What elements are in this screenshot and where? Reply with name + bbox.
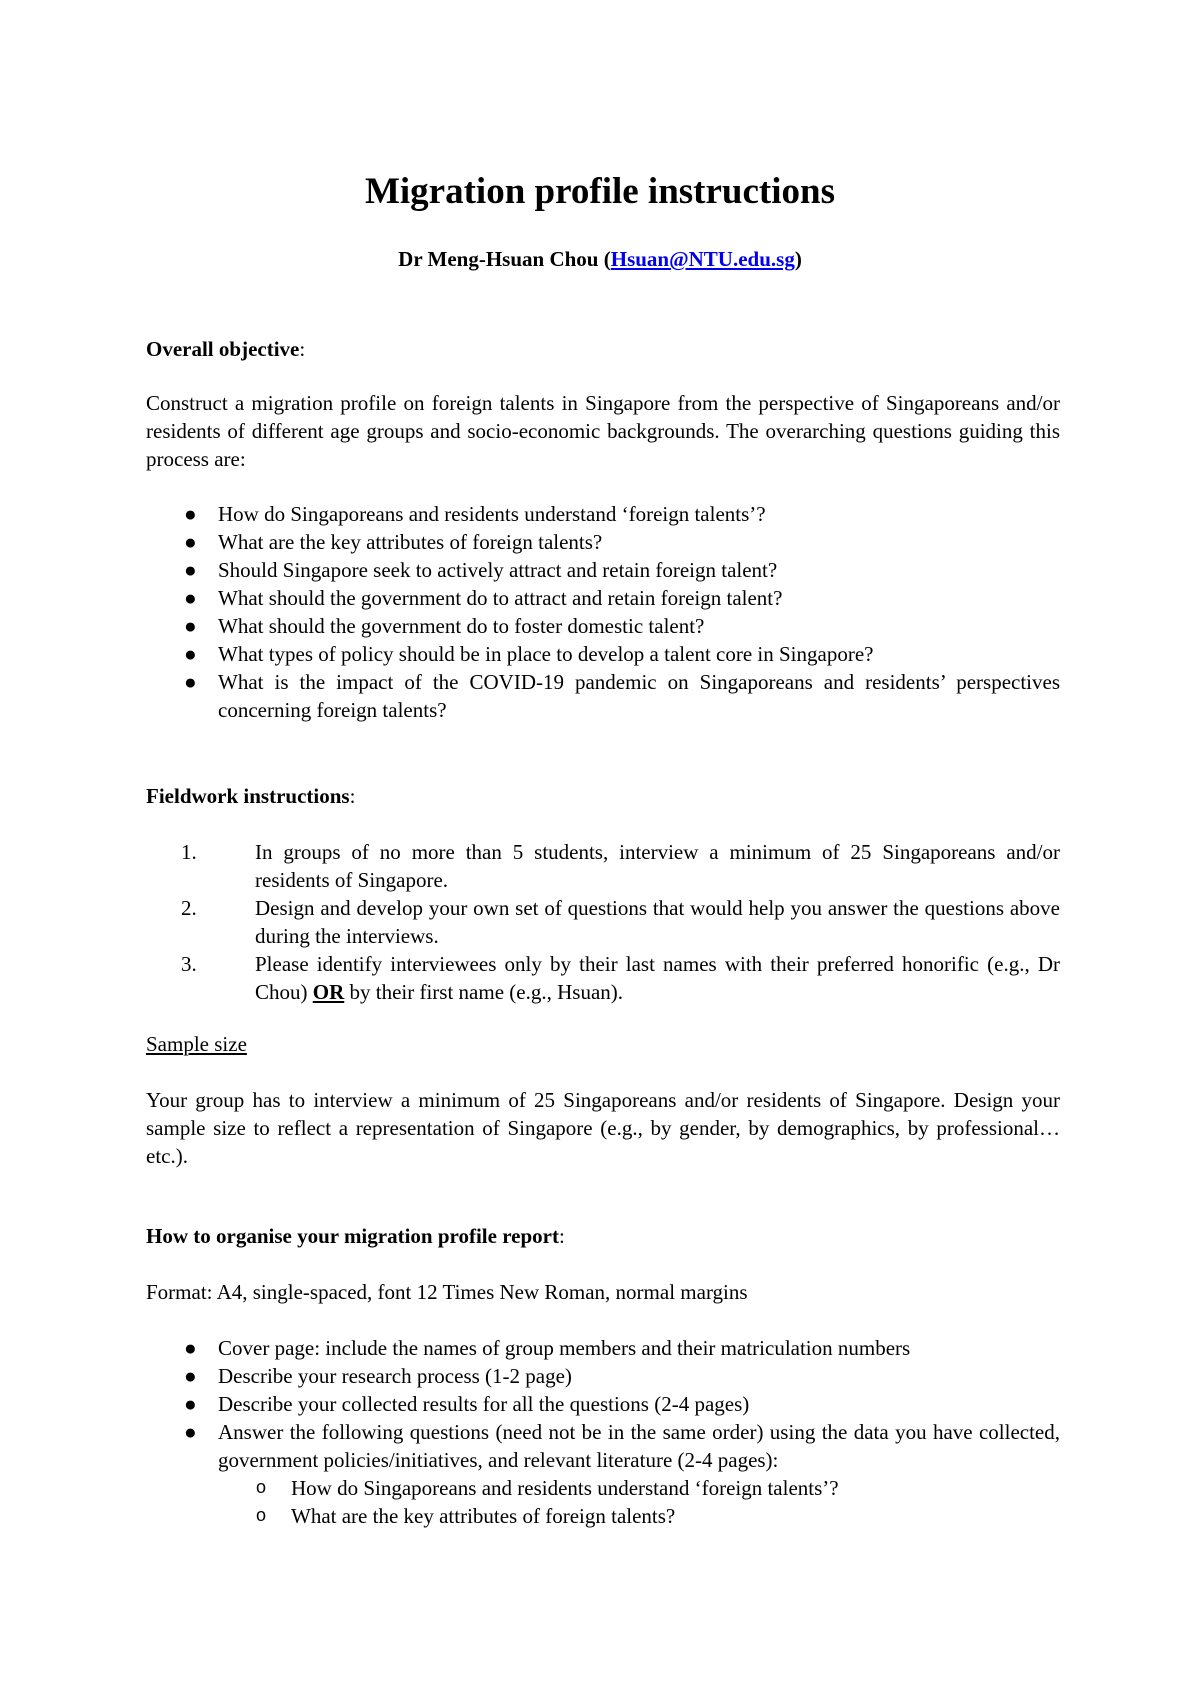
report-list — [146, 1334, 1060, 1474]
list-item: ● What are the key attributes of foreign talents? — [184, 530, 603, 554]
list-item: ● Should Singapore seek to actively attract and retain foreign talent? — [184, 558, 778, 582]
list-item: ● What should the government do to attract and retain foreign talent? — [184, 586, 783, 610]
list-item: ● Describe your collected results for all the questions (2-4 pages) — [184, 1392, 750, 1416]
fieldwork-heading: Fieldwork instructions: — [146, 784, 356, 808]
sample-heading: Sample size — [146, 1032, 247, 1056]
fieldwork-list — [146, 838, 1060, 1006]
list-item: ● What should the government do to foster domestic talent? — [184, 614, 705, 638]
author-suffix: ) — [794, 247, 802, 271]
objective-questions-list — [146, 500, 1060, 724]
report-heading: How to organise your migration profile report: — [146, 1224, 565, 1248]
author-email-link[interactable]: Hsuan@NTU.edu.sg — [610, 247, 795, 271]
list-item: o What are the key attributes of foreign talents? — [256, 1504, 676, 1528]
page-title: Migration profile instructions — [364, 171, 835, 212]
objective-heading: Overall objective: — [146, 337, 306, 361]
list-item: ● How do Singaporeans and residents understand ‘foreign talents’? — [184, 502, 766, 526]
author-line — [0, 247, 1200, 272]
list-item: ● Cover page: include the names of group members and their matriculation numbers — [184, 1336, 911, 1360]
list-item: ● Answer the following questions (need not be in the same order) using the data you have collected, government policies/initiatives, and relevant literature (2-4 pages): — [184, 1420, 1060, 1472]
objective-paragraph: Construct a migration profile on foreign talents in Singapore from the perspective of Singaporeans and/or residents of different age groups and socio-economic backgrounds. The overarching questions guiding this process are: — [146, 391, 1060, 471]
list-item: 1. In groups of no more than 5 students, interview a minimum of 25 Singaporeans and/or residents of Singapore. — [181, 840, 1060, 892]
list-item: 3. Please identify interviewees only by their last names with their preferred honorific (e.g., Dr Chou) OR by their first name (e.g., Hsuan). — [181, 952, 1060, 1004]
list-item: o How do Singaporeans and residents understand ‘foreign talents’? — [256, 1476, 839, 1500]
list-item: ● What types of policy should be in place to develop a talent core in Singapore? — [184, 642, 874, 666]
report-format: Format: A4, single-spaced, font 12 Times New Roman, normal margins — [146, 1280, 748, 1304]
list-item: ● What is the impact of the COVID-19 pandemic on Singaporeans and residents’ perspectives concerning foreign talents? — [184, 670, 1060, 722]
list-item: ● Describe your research process (1-2 page) — [184, 1364, 572, 1388]
author-name: Dr Meng-Hsuan Chou ( — [398, 247, 611, 271]
sample-paragraph: Your group has to interview a minimum of 25 Singaporeans and/or residents of Singapore. Design your sample size to reflect a representation of Singapore (e.g., by gender, by demographics, by professional…etc.). — [146, 1088, 1060, 1168]
list-item: 2. Design and develop your own set of questions that would help you answer the questions above during the interviews. — [181, 896, 1060, 948]
report-sublist — [146, 1474, 1060, 1530]
emphasis-or: OR — [312, 980, 345, 1004]
